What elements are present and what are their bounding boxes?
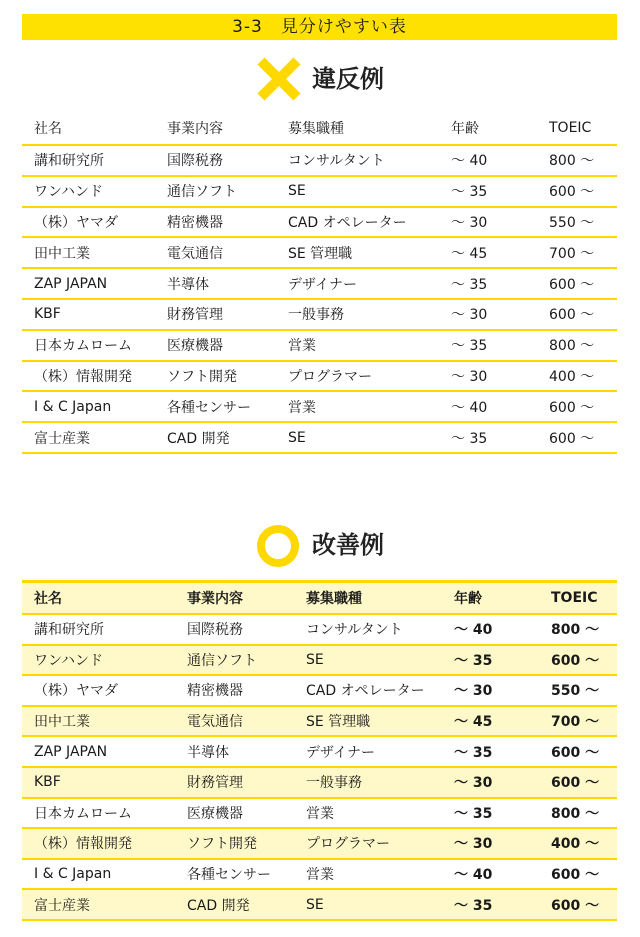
table-cell: 電気通信 <box>175 706 294 737</box>
table-cell: ～ 30 <box>442 675 539 706</box>
table-row <box>22 767 617 798</box>
table-cell: 800 ～ <box>537 330 617 361</box>
section-title: 3-3 見分けやすい表 <box>22 14 617 40</box>
table-cell: 600 ～ <box>537 176 617 207</box>
table-cell: 550 ～ <box>539 675 617 706</box>
table-cell: 各種センサー <box>155 391 276 422</box>
table-cell: 医療機器 <box>155 330 276 361</box>
table-cell: 半導体 <box>155 268 276 299</box>
table-row <box>22 330 617 361</box>
table-cell: 600 ～ <box>539 889 617 920</box>
table-cell: SE <box>294 889 442 920</box>
table-row <box>22 299 617 330</box>
table-cell: 800 ～ <box>537 145 617 176</box>
table-cell: ソフト開発 <box>155 361 276 392</box>
table-cell: ～ 40 <box>439 145 537 176</box>
table-cell: 精密機器 <box>155 207 276 238</box>
table-cell: SE <box>294 645 442 676</box>
column-header: 募集職種 <box>276 112 439 145</box>
table-cell: 550 ～ <box>537 207 617 238</box>
table-cell: ～ 30 <box>442 767 539 798</box>
table-cell: 600 ～ <box>537 422 617 453</box>
table-row <box>22 859 617 890</box>
good-example-heading <box>0 520 640 570</box>
table-cell: 600 ～ <box>537 299 617 330</box>
table-cell: ～ 35 <box>439 330 537 361</box>
table-cell: プログラマー <box>276 361 439 392</box>
bad-example-heading <box>0 56 640 106</box>
table-cell: I & C Japan <box>22 391 155 422</box>
column-header: 年齢 <box>442 582 539 615</box>
table-row <box>22 614 617 645</box>
table-cell: 一般事務 <box>294 767 442 798</box>
table-cell: ～ 35 <box>442 889 539 920</box>
bad-example-table <box>22 112 617 454</box>
table-row <box>22 889 617 920</box>
table-cell: 通信ソフト <box>155 176 276 207</box>
table-cell: 営業 <box>276 391 439 422</box>
table-cell: 日本カムローム <box>22 798 175 829</box>
table-row <box>22 675 617 706</box>
table-cell: 700 ～ <box>537 237 617 268</box>
table-row <box>22 828 617 859</box>
table-cell: 通信ソフト <box>175 645 294 676</box>
column-header: 社名 <box>22 112 155 145</box>
table-cell: 田中工業 <box>22 237 155 268</box>
table-cell: 医療機器 <box>175 798 294 829</box>
table-row <box>22 176 617 207</box>
table-cell: 一般事務 <box>276 299 439 330</box>
table-cell: CAD オペレーター <box>294 675 442 706</box>
table-cell: KBF <box>22 767 175 798</box>
column-header: 年齢 <box>439 112 537 145</box>
table-cell: 各種センサー <box>175 859 294 890</box>
column-header: 事業内容 <box>155 112 276 145</box>
table-cell: 日本カムローム <box>22 330 155 361</box>
column-header: TOEIC <box>537 112 617 145</box>
table-cell: ZAP JAPAN <box>22 268 155 299</box>
table-cell: SE <box>276 176 439 207</box>
table-row <box>22 645 617 676</box>
table-cell: 800 ～ <box>539 798 617 829</box>
table-cell: ZAP JAPAN <box>22 736 175 767</box>
table-cell: I & C Japan <box>22 859 175 890</box>
table-cell: 600 ～ <box>539 767 617 798</box>
table-cell: 富士産業 <box>22 889 175 920</box>
table-cell: 半導体 <box>175 736 294 767</box>
table-row <box>22 706 617 737</box>
table-cell: CAD 開発 <box>175 889 294 920</box>
table-row <box>22 361 617 392</box>
table-cell: ～ 35 <box>442 645 539 676</box>
table-cell: ～ 35 <box>439 268 537 299</box>
table-cell: ～ 35 <box>439 422 537 453</box>
table-cell: ～ 40 <box>439 391 537 422</box>
table-cell: 国際税務 <box>155 145 276 176</box>
table-row <box>22 145 617 176</box>
table-cell: ～ 35 <box>442 736 539 767</box>
table-cell: ～ 35 <box>442 798 539 829</box>
table-cell: （株）ヤマダ <box>22 675 175 706</box>
table-cell: ～ 30 <box>439 361 537 392</box>
table-cell: デザイナー <box>276 268 439 299</box>
table-row <box>22 237 617 268</box>
table-cell: （株）ヤマダ <box>22 207 155 238</box>
table-cell: ～ 35 <box>439 176 537 207</box>
table-cell: 600 ～ <box>537 268 617 299</box>
table-cell: 講和研究所 <box>22 145 155 176</box>
table-cell: 600 ～ <box>539 859 617 890</box>
table-cell: 600 ～ <box>539 736 617 767</box>
table-row <box>22 798 617 829</box>
table-row <box>22 736 617 767</box>
table-row <box>22 207 617 238</box>
table-cell: コンサルタント <box>276 145 439 176</box>
table-cell: 富士産業 <box>22 422 155 453</box>
table-cell: コンサルタント <box>294 614 442 645</box>
table-cell: 400 ～ <box>537 361 617 392</box>
table-cell: ソフト開発 <box>175 828 294 859</box>
table-cell: 700 ～ <box>539 706 617 737</box>
circle-icon <box>256 524 300 568</box>
table-cell: （株）情報開発 <box>22 828 175 859</box>
table-cell: 財務管理 <box>155 299 276 330</box>
table-cell: 電気通信 <box>155 237 276 268</box>
table-cell: 800 ～ <box>539 614 617 645</box>
table-header-row <box>22 582 617 615</box>
table-cell: ～ 30 <box>439 207 537 238</box>
table-cell: 営業 <box>276 330 439 361</box>
column-header: TOEIC <box>539 582 617 615</box>
table-cell: ～ 30 <box>439 299 537 330</box>
table-row <box>22 391 617 422</box>
table-cell: 営業 <box>294 798 442 829</box>
table-cell: ～ 45 <box>439 237 537 268</box>
column-header: 事業内容 <box>175 582 294 615</box>
table-cell: デザイナー <box>294 736 442 767</box>
bad-example-label: 違反例 <box>312 65 384 93</box>
table-cell: 400 ～ <box>539 828 617 859</box>
table-cell: 営業 <box>294 859 442 890</box>
table-cell: 600 ～ <box>537 391 617 422</box>
table-cell: CAD 開発 <box>155 422 276 453</box>
table-cell: SE 管理職 <box>276 237 439 268</box>
table-cell: 600 ～ <box>539 645 617 676</box>
table-row <box>22 422 617 453</box>
table-cell: 国際税務 <box>175 614 294 645</box>
table-cell: 財務管理 <box>175 767 294 798</box>
table-header-row <box>22 112 617 145</box>
good-example-table <box>22 580 617 921</box>
table-cell: 精密機器 <box>175 675 294 706</box>
table-cell: （株）情報開発 <box>22 361 155 392</box>
column-header: 募集職種 <box>294 582 442 615</box>
table-cell: CAD オペレーター <box>276 207 439 238</box>
table-cell: ～ 40 <box>442 614 539 645</box>
table-cell: KBF <box>22 299 155 330</box>
table-cell: ～ 30 <box>442 828 539 859</box>
table-cell: SE <box>276 422 439 453</box>
table-cell: 田中工業 <box>22 706 175 737</box>
table-cell: 講和研究所 <box>22 614 175 645</box>
good-example-label: 改善例 <box>312 531 384 559</box>
table-cell: プログラマー <box>294 828 442 859</box>
table-cell: ～ 45 <box>442 706 539 737</box>
table-row <box>22 268 617 299</box>
table-cell: ～ 40 <box>442 859 539 890</box>
table-cell: ワンハンド <box>22 176 155 207</box>
table-cell: ワンハンド <box>22 645 175 676</box>
table-cell: SE 管理職 <box>294 706 442 737</box>
column-header: 社名 <box>22 582 175 615</box>
cross-icon <box>256 56 302 102</box>
